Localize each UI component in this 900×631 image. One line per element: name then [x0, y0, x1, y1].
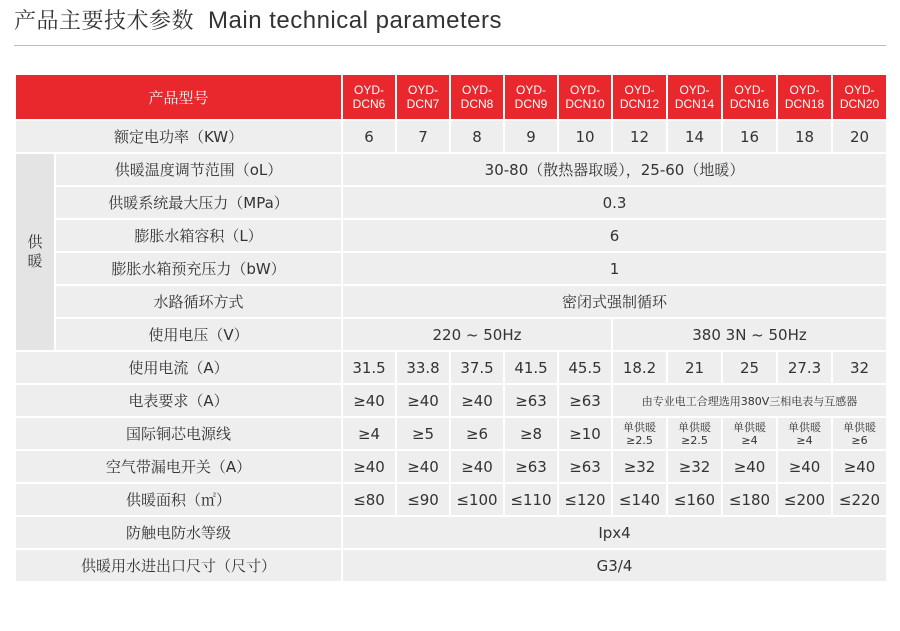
- row-label: 水路循环方式: [55, 285, 342, 318]
- value-cell: [667, 417, 722, 450]
- page-title: [14, 4, 502, 35]
- value-cell: G3/4: [342, 549, 887, 582]
- value-cell: 21: [667, 351, 722, 384]
- model-cell: [777, 74, 832, 120]
- spec-table: [14, 73, 888, 583]
- value-cell: ≥8: [504, 417, 558, 450]
- value-cell: 18: [777, 120, 832, 153]
- value-cell: 14: [667, 120, 722, 153]
- model-name: OYD- DCN7: [406, 83, 440, 111]
- value-cell: 7: [396, 120, 450, 153]
- value-cell: 25: [722, 351, 777, 384]
- row-meter: [15, 384, 887, 417]
- value-cell: 31.5: [342, 351, 396, 384]
- value-cell: ≥40: [450, 384, 504, 417]
- value-cell: [722, 417, 777, 450]
- value-cell: 20: [832, 120, 887, 153]
- value-cell: 41.5: [504, 351, 558, 384]
- value-cell: ≥63: [504, 450, 558, 483]
- header-row: [15, 74, 887, 120]
- model-cell: [396, 74, 450, 120]
- value-cell: ≥63: [558, 450, 612, 483]
- value-cell: 0.3: [342, 186, 887, 219]
- row-precharge: [15, 252, 887, 285]
- value-cell: [832, 417, 887, 450]
- cable-value: 单供暖 ≥4: [733, 420, 767, 447]
- value-cell: ≤200: [777, 483, 832, 516]
- row-circulation: [15, 285, 887, 318]
- value-cell: Ipx4: [342, 516, 887, 549]
- value-cell: 30-80（散热器取暖），25-60（地暖）: [342, 153, 887, 186]
- row-cable: [15, 417, 887, 450]
- row-label: 使用电压（V）: [55, 318, 342, 351]
- value-cell: ≥40: [450, 450, 504, 483]
- model-cell: [558, 74, 612, 120]
- model-cell: [504, 74, 558, 120]
- value-cell: ≥40: [396, 384, 450, 417]
- model-name: OYD- DCN14: [674, 83, 715, 111]
- model-cell: [832, 74, 887, 120]
- value-cell: ≤110: [504, 483, 558, 516]
- value-cell: ≤180: [722, 483, 777, 516]
- row-label: 膨胀水箱预充压力（bW）: [55, 252, 342, 285]
- page-title-en: Main technical parameters: [208, 7, 502, 34]
- value-cell: 16: [722, 120, 777, 153]
- row-label: 额定电功率（KW）: [15, 120, 342, 153]
- value-cell: ≥10: [558, 417, 612, 450]
- row-label: 供暖用水进出口尺寸（尺寸）: [15, 549, 342, 582]
- value-cell: 6: [342, 219, 887, 252]
- value-cell: [777, 417, 832, 450]
- value-cell: ≥6: [450, 417, 504, 450]
- value-cell: 27.3: [777, 351, 832, 384]
- cable-value: 单供暖 ≥4: [788, 420, 822, 447]
- model-cell: [722, 74, 777, 120]
- model-cell: [450, 74, 504, 120]
- value-cell: ≥40: [342, 450, 396, 483]
- value-cell: ≥40: [832, 450, 887, 483]
- value-cell: 12: [612, 120, 667, 153]
- model-name: OYD- DCN20: [839, 83, 880, 111]
- model-name: OYD- DCN16: [729, 83, 770, 111]
- value-cell: ≥40: [396, 450, 450, 483]
- model-cell: [667, 74, 722, 120]
- row-label: 使用电流（A）: [15, 351, 342, 384]
- group-heating-label: [15, 153, 55, 351]
- value-cell: ≥63: [504, 384, 558, 417]
- cable-value: 单供暖 ≥6: [843, 420, 877, 447]
- row-label: 供暖系统最大压力（MPa）: [55, 186, 342, 219]
- row-label: 供暖面积（㎡）: [15, 483, 342, 516]
- value-cell: ≤140: [612, 483, 667, 516]
- model-name: OYD- DCN8: [460, 83, 494, 111]
- row-tank-volume: [15, 219, 887, 252]
- value-cell: 45.5: [558, 351, 612, 384]
- header-label: 产品型号: [15, 74, 342, 120]
- group-heating-text: 供 暖: [27, 233, 43, 270]
- value-cell: ≥4: [342, 417, 396, 450]
- model-cell: [342, 74, 396, 120]
- row-breaker: [15, 450, 887, 483]
- model-cell: [612, 74, 667, 120]
- value-cell: ≥40: [722, 450, 777, 483]
- row-label: 电表要求（A）: [15, 384, 342, 417]
- row-pipe: [15, 549, 887, 582]
- model-name: OYD- DCN9: [514, 83, 548, 111]
- value-cell: ≤80: [342, 483, 396, 516]
- value-cell: ≤90: [396, 483, 450, 516]
- value-cell: 6: [342, 120, 396, 153]
- row-label: 空气带漏电开关（A）: [15, 450, 342, 483]
- value-cell: 8: [450, 120, 504, 153]
- model-name: OYD- DCN18: [784, 83, 825, 111]
- row-max-pressure: [15, 186, 887, 219]
- row-label: 国际铜芯电源线: [15, 417, 342, 450]
- value-cell: ≤120: [558, 483, 612, 516]
- row-temp-range: [15, 153, 887, 186]
- value-cell: ≥5: [396, 417, 450, 450]
- cable-value: 单供暖 ≥2.5: [623, 420, 657, 447]
- row-waterproof: [15, 516, 887, 549]
- value-cell: ≥63: [558, 384, 612, 417]
- value-cell: 37.5: [450, 351, 504, 384]
- value-cell: 1: [342, 252, 887, 285]
- value-cell: 18.2: [612, 351, 667, 384]
- value-cell: 9: [504, 120, 558, 153]
- row-area: [15, 483, 887, 516]
- value-cell: ≤100: [450, 483, 504, 516]
- model-name: OYD- DCN12: [619, 83, 660, 111]
- value-cell: ≥40: [777, 450, 832, 483]
- row-voltage: [15, 318, 887, 351]
- row-label: 供暖温度调节范围（oL）: [55, 153, 342, 186]
- model-name: OYD- DCN6: [352, 83, 386, 111]
- model-name: OYD- DCN10: [565, 83, 605, 111]
- value-cell: ≤220: [832, 483, 887, 516]
- value-cell: ≥40: [342, 384, 396, 417]
- value-cell: ≥32: [667, 450, 722, 483]
- row-power: [15, 120, 887, 153]
- value-cell: 380 3N ~ 50Hz: [612, 318, 887, 351]
- title-divider: [14, 45, 886, 46]
- meter-note: 由专业电工合理选用380V三相电表与互感器: [612, 384, 887, 417]
- value-cell: [612, 417, 667, 450]
- value-cell: ≤160: [667, 483, 722, 516]
- page-title-cn: 产品主要技术参数: [14, 9, 195, 34]
- value-cell: 220 ~ 50Hz: [342, 318, 612, 351]
- value-cell: 32: [832, 351, 887, 384]
- cable-value: 单供暖 ≥2.5: [678, 420, 712, 447]
- value-cell: ≥32: [612, 450, 667, 483]
- row-label: 防触电防水等级: [15, 516, 342, 549]
- row-label: 膨胀水箱容积（L）: [55, 219, 342, 252]
- row-current: [15, 351, 887, 384]
- value-cell: 10: [558, 120, 612, 153]
- value-cell: 33.8: [396, 351, 450, 384]
- value-cell: 密闭式强制循环: [342, 285, 887, 318]
